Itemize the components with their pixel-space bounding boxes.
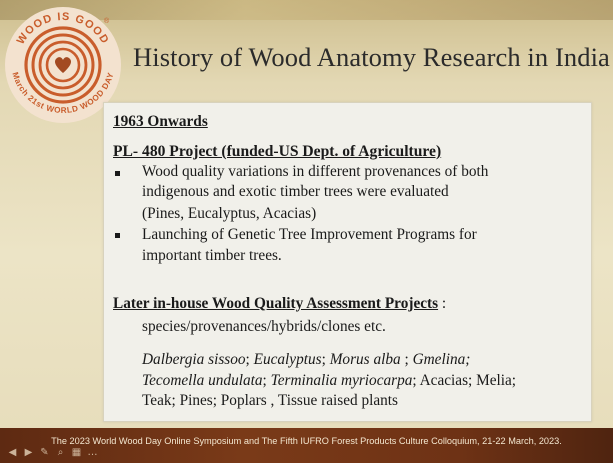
bullet1-line1: Wood quality variations in different provenances of both xyxy=(142,163,489,180)
species-name: Dalbergia sissoo xyxy=(142,351,246,368)
slide-title: History of Wood Anatomy Research in India xyxy=(133,42,610,72)
section-heading: 1963 Onwards xyxy=(113,113,208,130)
separator: ; xyxy=(321,351,330,368)
species-line1 xyxy=(142,351,470,369)
pen-icon[interactable]: ✎ xyxy=(40,447,49,458)
species-name: Eucalyptus xyxy=(253,351,322,368)
logo-text-bottom: March 21st WORLD WOOD DAY xyxy=(10,71,116,116)
more-icon[interactable]: … xyxy=(87,447,98,458)
species-name: Tecomella undulata xyxy=(142,372,263,389)
later-projects-heading-row xyxy=(113,295,446,313)
separator: ; xyxy=(245,351,254,368)
species-rest: ; Acacias; Melia; xyxy=(412,372,517,389)
later-projects-colon: : xyxy=(438,295,447,312)
species-name: Morus alba xyxy=(329,351,401,368)
bullet-marker xyxy=(115,233,120,238)
species-line2 xyxy=(142,372,516,390)
bullet1-line3: (Pines, Eucalyptus, Acacias) xyxy=(142,205,317,222)
species-name: Gmelina; xyxy=(412,351,471,368)
later-projects-heading: Later in-house Wood Quality Assessment Projects xyxy=(113,295,439,312)
slides-icon[interactable]: ▦ xyxy=(71,447,82,458)
previous-icon[interactable]: ◀ xyxy=(8,447,17,458)
project-heading: PL- 480 Project (funded-US Dept. of Agriculture) xyxy=(113,143,442,160)
separator: ; xyxy=(262,372,271,389)
next-icon[interactable]: ▶ xyxy=(24,447,33,458)
species-line3: Teak; Pines; Poplars , Tissue raised plants xyxy=(142,392,398,409)
bullet1-line2: indigenous and exotic timber trees were evaluated xyxy=(142,183,449,200)
bullet2-line1: Launching of Genetic Tree Improvement Programs for xyxy=(142,226,477,243)
presentation-toolbar xyxy=(6,446,99,461)
logo-text-top: WOOD IS GOOD xyxy=(14,10,112,47)
zoom-icon[interactable]: ⌕ xyxy=(57,447,64,458)
separator: ; xyxy=(400,351,413,368)
later-projects-line: species/provenances/hybrids/clones etc. xyxy=(142,318,386,335)
species-name: Terminalia myriocarpa xyxy=(270,372,413,389)
bullet-marker xyxy=(115,171,120,176)
footer-text: The 2023 World Wood Day Online Symposium and The Fifth IUFRO Forest Products Culture Colloquium, 21-22 March, 2023. xyxy=(51,436,562,446)
registered-mark: ® xyxy=(104,18,110,25)
content-panel xyxy=(103,102,592,422)
bullet2-line2: important timber trees. xyxy=(142,247,282,264)
